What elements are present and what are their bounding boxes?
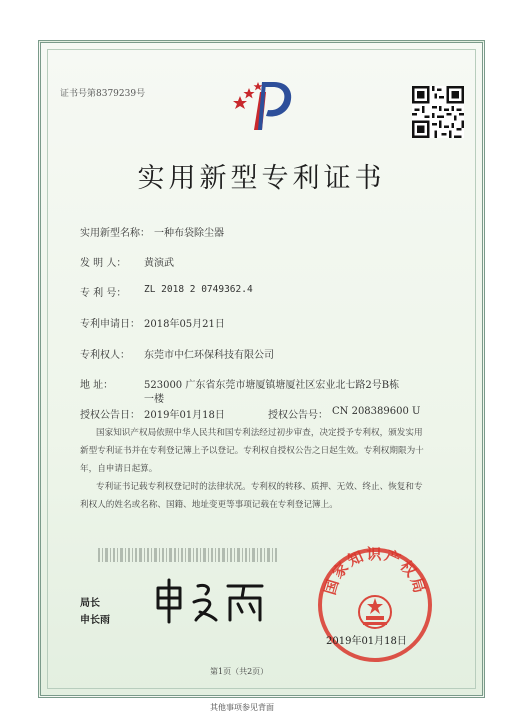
name-value: 一种布袋除尘器: [154, 228, 224, 239]
address-line-1: 523000 广东省东莞市塘厦镇塘厦社区宏业北七路2号B栋: [144, 380, 400, 391]
grant-date-label: 授权公告日：: [80, 410, 140, 421]
address-line-2: 一楼: [144, 394, 164, 405]
holder-label: 专利权人：: [80, 350, 130, 361]
qr-code-icon: [412, 86, 464, 138]
paragraph-2-line-1: 专利证书记载专利权登记时的法律状况。专利权的转移、质押、无效、终止、恢复和专: [96, 482, 423, 492]
inventor-value: 黄演武: [144, 258, 174, 269]
apply-date-label: 专利申请日：: [80, 319, 140, 330]
address-label: 地 址：: [80, 380, 114, 391]
grant-date-value: 2019年01月18日: [144, 410, 225, 421]
svg-text:国家知识产权局: 国家知识产权局: [320, 546, 430, 597]
name-label: 实用新型名称：: [80, 228, 150, 239]
paragraph-1-line-3: 年，自申请日起算。: [80, 464, 158, 474]
inventor-label: 发 明 人：: [80, 258, 127, 269]
director-title-label: 局长: [80, 598, 100, 609]
apply-date-value: 2018年05月21日: [144, 319, 225, 330]
director-name-label: 申长雨: [80, 615, 110, 626]
handwritten-signature: [150, 576, 270, 626]
paragraph-1-line-1: 国家知识产权局依照中华人民共和国专利法经过初步审查，决定授予专利权，颁发实用: [96, 428, 423, 438]
paragraph-1-line-2: 新型专利证书并在专利登记簿上予以登记。专利权自授权公告之日起生效。专利权期限为十: [80, 446, 424, 456]
patent-no-label: 专 利 号：: [80, 288, 127, 299]
grant-no-value: CN 208389600 U: [332, 406, 421, 417]
certificate-title: 实用新型专利证书: [137, 163, 386, 194]
patent-office-logo: [232, 72, 296, 134]
page-indicator: 第1页（共2页）: [210, 667, 269, 676]
seal-date: 2019年01月18日: [326, 636, 407, 647]
holder-value: 东莞市中仁环保科技有限公司: [144, 350, 274, 361]
barcode-strip: [98, 548, 278, 562]
patent-no-value: ZL 2018 2 0749362.4: [144, 284, 253, 295]
certificate-number: 证书号第8379239号: [60, 89, 146, 99]
grant-no-label: 授权公告号：: [268, 410, 328, 421]
paragraph-2-line-2: 利权人的姓名或名称、国籍、地址变更等事项记载在专利登记簿上。: [80, 500, 338, 510]
back-page-note: 其他事项参见背面: [210, 703, 274, 712]
